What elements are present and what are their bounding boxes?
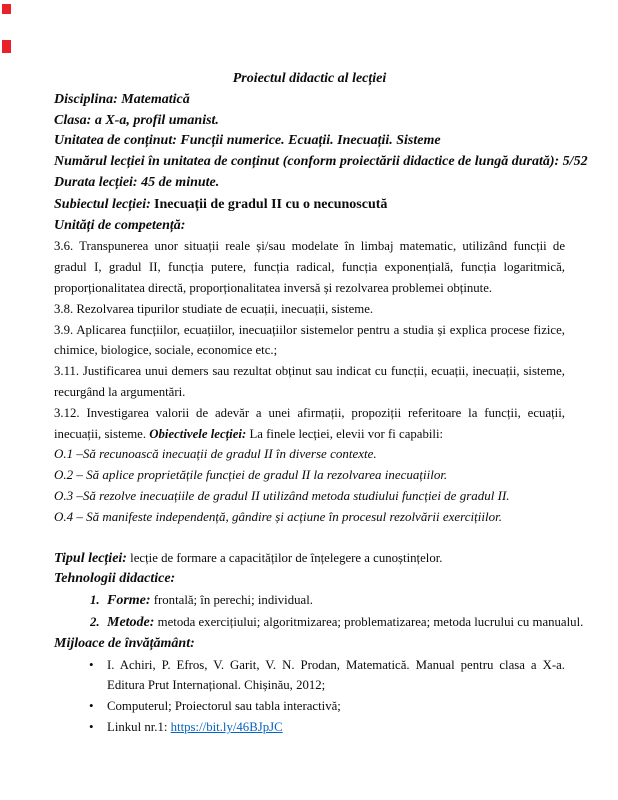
metode-value: metoda exercițiului; algoritmizarea; problematizarea; metoda lucrului cu manualul. — [157, 614, 584, 629]
competence-3-8: 3.8. Rezolvarea tipurilor studiate de ecuații, inecuații, sisteme. — [54, 301, 374, 316]
bullet-icon: • — [89, 656, 94, 672]
meta-disciplina: Disciplina: Matematică — [54, 91, 190, 107]
meta-unitatea-continut: Unitatea de conținut: Funcții numerice. Ecuații. Inecuații. Sisteme — [54, 133, 441, 149]
competences-heading: Unități de competență: — [54, 217, 186, 233]
competence-3-9: 3.9. Aplicarea funcțiilor, ecuațiilor, inecuațiilor sistemelor pentru a studia și explica procese fizice, chimice, biologice, sociale, economice etc.; — [54, 322, 565, 358]
item-number-1: 1. — [90, 593, 100, 608]
lesson-type-line — [54, 548, 565, 570]
means-item-link — [54, 717, 565, 738]
meta-clasa: Clasa: a X-a, profil umanist. — [54, 112, 219, 128]
objectives-heading: Obiectivele lecției: — [149, 426, 247, 441]
objective-o2: O.2 – Să aplice proprietățile funcției de gradul II la rezolvarea inecuațiilor. — [54, 467, 448, 483]
means-item-computer — [54, 696, 565, 717]
subject-value: Inecuații de gradul II cu o necunoscută — [154, 196, 388, 212]
lesson-type-label: Tipul lecției: — [54, 550, 127, 566]
competence-3-6: 3.6. Transpunerea unor situații reale și/sau modelate în limbaj matematic, utilizând funcții de gradul I, gradul II, funcția putere, funcția radical, funcția exponențială, funcția logaritmică, proporționalitatea directă, proporționalitatea inversă și rezolvarea problemei obținute. — [54, 239, 565, 295]
competence-3-12-objectives-intro — [54, 403, 565, 445]
red-corner-mark-top — [2, 4, 11, 14]
means-item-manual-text: I. Achiri, P. Efros, V. Garit, V. N. Prodan, Matematică. Manual pentru clasa a X-a. Editura Prut Internațional. Chișinău, 2012; — [107, 657, 565, 693]
red-corner-mark-bottom — [2, 40, 11, 53]
means-item-computer-text: Computerul; Proiectorul sau tabla interactivă; — [107, 699, 341, 714]
bullet-icon: • — [89, 718, 94, 734]
item-number-2: 2. — [90, 614, 100, 629]
metode-label: Metode: — [107, 614, 155, 630]
objectives-intro-text: La finele lecției, elevii vor fi capabili: — [249, 426, 444, 441]
competence-3-12-text: 3.12. Investigarea valorii de adevăr a unei afirmații, propoziții referitoare la funcții, ecuații, inecuații, sisteme. — [54, 405, 565, 441]
link-label: Linkul nr.1: — [107, 719, 168, 734]
competence-3-11: 3.11. Justificarea unui demers sau rezultat obținut sau indicat cu funcții, ecuații, inecuații, sisteme, recurgând la argumentări. — [54, 364, 565, 399]
technologies-heading: Tehnologii didactice: — [54, 571, 176, 587]
technology-item-forme — [54, 590, 565, 612]
means-heading: Mijloace de învățământ: — [54, 635, 195, 651]
forme-value: frontală; în perechi; individual. — [153, 593, 313, 608]
objective-o3: O.3 –Să rezolve inecuațiile de gradul II utilizând metoda studiului funcției de gradul II. — [54, 487, 510, 503]
bullet-icon: • — [89, 698, 94, 714]
objective-o4: O.4 – Să manifeste independență, gândire și acțiune în procesul rezolvării exercițiilor. — [54, 508, 502, 524]
document-title: Proiectul didactic al lecției — [232, 71, 387, 86]
lesson-type-value: lecție de formare a capacităților de înțelegere a cunoștințelor. — [130, 550, 443, 565]
meta-durata: Durata lecției: 45 de minute. — [54, 174, 220, 190]
subject-label: Subiectul lecției: — [54, 196, 151, 212]
subject-line — [54, 194, 565, 216]
meta-numarul-lectiei: Numărul lecției în unitatea de conținut (conform proiectării didactice de lungă durată): 5/52 — [54, 154, 588, 170]
bitly-hyperlink[interactable]: https://bit.ly/46BJpJC — [170, 719, 283, 734]
objective-o1: O.1 –Să recunoască inecuații de gradul II în diverse contexte. — [54, 446, 377, 462]
means-item-manual — [54, 655, 565, 697]
forme-label: Forme: — [107, 593, 151, 609]
document-content — [54, 69, 588, 738]
technology-item-metode — [54, 612, 584, 634]
